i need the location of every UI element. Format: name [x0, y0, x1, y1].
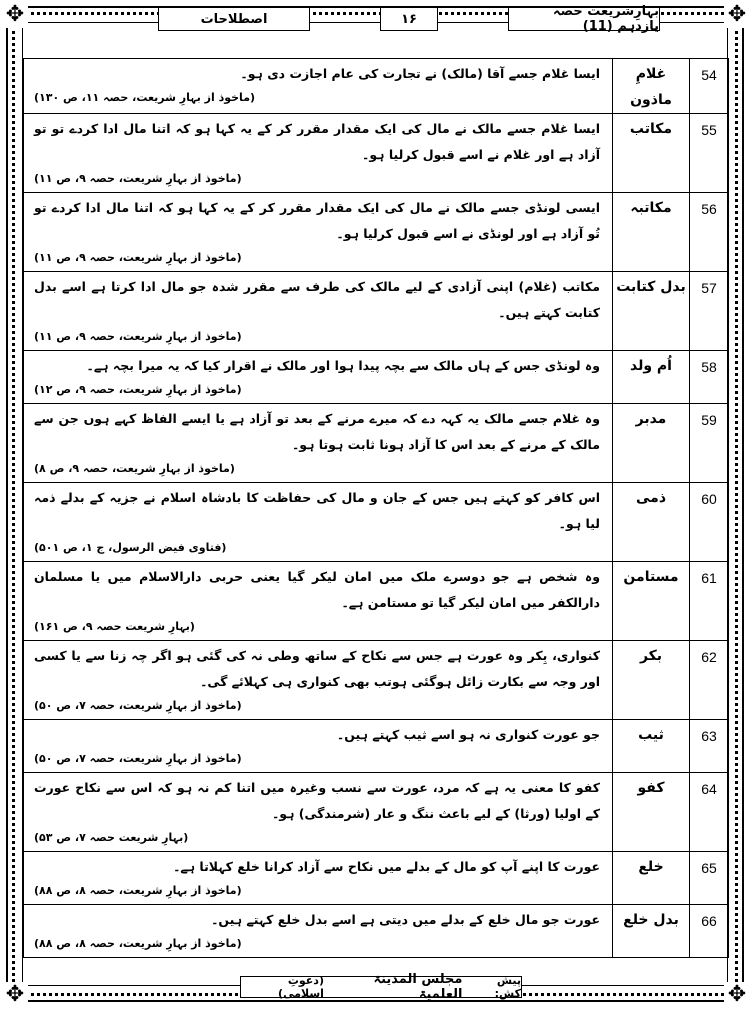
entry-term: بکر [613, 641, 690, 720]
entry-definition: عورت جو مال خلع کے بدلے میں دیتی ہے اسے بدل خلع کہتے ہیں۔ [211, 912, 600, 927]
ornament-corner-icon: ✥ [2, 2, 28, 28]
entry-definition-cell [24, 351, 613, 404]
entry-number: 57 [690, 272, 729, 351]
entry-definition: مکاتب (غلام) اپنی آزادی کے لیے مالک کی طرف سے مقرر شدہ جو مال ادا کرتا ہے اسے بدل کتابت کہتے ہیں۔ [34, 279, 600, 320]
entry-number: 59 [690, 404, 729, 483]
page-header [100, 6, 660, 32]
entry-source: (ماخوذ از بہارِ شریعت، حصہ ۸، ص ۸۸) [34, 937, 242, 950]
table-row [24, 852, 729, 905]
section-title: اصطلاحات [158, 7, 310, 31]
page-number: ۱۶ [380, 7, 438, 31]
entry-number: 56 [690, 193, 729, 272]
entry-definition-cell [24, 483, 613, 562]
entry-definition: وہ لونڈی جس کے ہاں مالک سے بچہ پیدا ہوا اور مالک نے اقرار کیا کہ یہ میرا بچہ ہے۔ [86, 358, 600, 373]
entry-definition-cell [24, 773, 613, 852]
footer-presented-by: پیش کش: [494, 974, 521, 1000]
entry-number: 60 [690, 483, 729, 562]
table-row [24, 483, 729, 562]
table-row [24, 905, 729, 958]
entry-term: خلع [613, 852, 690, 905]
entry-definition-cell [24, 404, 613, 483]
entry-term: ثیب [613, 720, 690, 773]
table-row [24, 641, 729, 720]
entry-term: مدبر [613, 404, 690, 483]
table-row [24, 404, 729, 483]
entry-definition: وہ شخص ہے جو دوسرے ملک میں امان لیکر گیا یعنی حربی دارالاسلام میں یا مسلمان دارالکفر میں امان لیکر گیا تو مستامن ہے۔ [34, 569, 600, 610]
entry-definition: ایسی لونڈی جسے مالک نے مال کی ایک مقدار مقرر کر کے یہ کہا ہو کہ اتنا مال ادا کردے تو تُو آزاد ہے اور لونڈی نے اسے قبول کرلیا ہو۔ [34, 200, 600, 241]
entry-definition: ایسا غلام جسے مالک نے مال کی ایک مقدار مقرر کر کے یہ کہا ہو کہ اتنا مال ادا کردے تو تو آزاد ہے اور غلام نے اسے قبول کرلیا ہو۔ [34, 121, 600, 162]
entry-source: (ماخوذ از بہارِ شریعت، حصہ ۷، ص ۵۰) [34, 699, 242, 712]
entry-number: 55 [690, 114, 729, 193]
table-row [24, 272, 729, 351]
entry-term: اُم ولد [613, 351, 690, 404]
table-row [24, 193, 729, 272]
entry-source: (ماخوذ از بہارِ شریعت، حصہ ۹، ص ۱۱) [34, 251, 242, 264]
entry-term: غلامِ ماذون [613, 59, 690, 114]
entry-number: 62 [690, 641, 729, 720]
entry-definition: کنواری، بِکر وہ عورت ہے جس سے نکاح کے ساتھ وطی نہ کی گئی ہو اگر چہ زنا سے یا کسی اور وجہ سے بکارت زائل ہوگئی ہوتب بھی کنواری ہی کہلائے گی۔ [34, 648, 600, 689]
ornament-corner-icon: ✥ [724, 982, 750, 1008]
table-row [24, 114, 729, 193]
entry-number: 61 [690, 562, 729, 641]
entry-term: بدل خلع [613, 905, 690, 958]
entry-number: 63 [690, 720, 729, 773]
entry-term: مکاتبہ [613, 193, 690, 272]
terms-table [23, 58, 729, 958]
entry-number: 65 [690, 852, 729, 905]
entry-definition-cell [24, 905, 613, 958]
ornament-corner-icon: ✥ [2, 982, 28, 1008]
entry-definition-cell [24, 114, 613, 193]
entry-source: (بہارِ شریعت حصہ ۹، ص ۱۶۱) [34, 620, 195, 633]
entry-term: بدل کتابت [613, 272, 690, 351]
entry-definition: عورت کا اپنے آپ کو مال کے بدلے میں نکاح سے آزاد کرانا خلع کہلاتا ہے۔ [173, 859, 600, 874]
entry-number: 64 [690, 773, 729, 852]
entry-term: ذمی [613, 483, 690, 562]
entry-source: (بہارِ شریعت حصہ ۷، ص ۵۳) [34, 831, 189, 844]
entry-source: (ماخوذ از بہارِ شریعت، حصہ ۹، ص ۱۱) [34, 172, 242, 185]
entry-number: 66 [690, 905, 729, 958]
entry-definition: کفو کا معنی یہ ہے کہ مرد، عورت سے نسب وغیرہ میں اتنا کم نہ ہو کہ اس سے نکاح عورت کے اولیا (ورثا) کے لیے باعث ننگ و عار (شرمندگی) ہو۔ [34, 780, 600, 821]
entry-definition: وہ غلام جسے مالک یہ کہہ دے کہ میرے مرنے کے بعد تو آزاد ہے یا ایسے الفاظ کہے ہوں جن سے مالک کے مرنے کے بعد اس کا آزاد ہونا ثابت ہوتا ہو۔ [34, 411, 600, 452]
entry-source: (ماخوذ از بہارِ شریعت، حصہ ۷، ص ۵۰) [34, 752, 242, 765]
entry-source: (ماخوذ از بہارِ شریعت، حصہ ۹، ص ۱۲) [34, 383, 242, 396]
entry-source: (ماخوذ از بہارِ شریعت، حصہ ۸، ص ۸۸) [34, 884, 242, 897]
entry-definition-cell [24, 59, 613, 114]
entry-source: (ماخوذ از بہارِ شریعت، حصہ ۹، ص ۸) [34, 462, 235, 475]
entry-source: (ماخوذ از بہارِ شریعت، حصہ ۱۱، ص ۱۳۰) [34, 91, 256, 104]
footer-publisher: مجلس المدینۃ العلمیۃ [373, 972, 463, 1002]
entry-number: 54 [690, 59, 729, 114]
ornament-corner-icon: ✥ [724, 2, 750, 28]
entry-definition-cell [24, 852, 613, 905]
entry-source: (فتاوی فیض الرسول، ج ۱، ص ۵۰۱) [34, 541, 227, 554]
entry-definition: ایسا غلام جسے آقا (مالک) نے تجارت کی عام اجازت دی ہو۔ [240, 66, 600, 81]
entry-definition-cell [24, 562, 613, 641]
entry-definition-cell [24, 641, 613, 720]
entry-definition: جو عورت کنواری نہ ہو اسے ثیب کہتے ہیں۔ [336, 727, 600, 742]
entry-number: 58 [690, 351, 729, 404]
entry-definition-cell [24, 193, 613, 272]
table-row [24, 773, 729, 852]
entry-term: مکاتب [613, 114, 690, 193]
book-title: بہارِشریعت حصہ یازدہم (11) [508, 7, 660, 31]
table-row [24, 562, 729, 641]
entry-term: کفو [613, 773, 690, 852]
footer-org: (دعوتِ اسلامی) [278, 974, 324, 1000]
table-row [24, 720, 729, 773]
table-row [24, 351, 729, 404]
entry-source: (ماخوذ از بہارِ شریعت، حصہ ۹، ص ۱۱) [34, 330, 242, 343]
table-row [24, 59, 729, 114]
entry-term: مستامن [613, 562, 690, 641]
entry-definition-cell [24, 720, 613, 773]
entry-definition: اس کافر کو کہتے ہیں جس کے جان و مال کی حفاظت کا بادشاہ اسلام نے جزیہ کے بدلے ذمہ لیا ہو۔ [34, 490, 600, 531]
page-footer [240, 972, 522, 1002]
entry-definition-cell [24, 272, 613, 351]
